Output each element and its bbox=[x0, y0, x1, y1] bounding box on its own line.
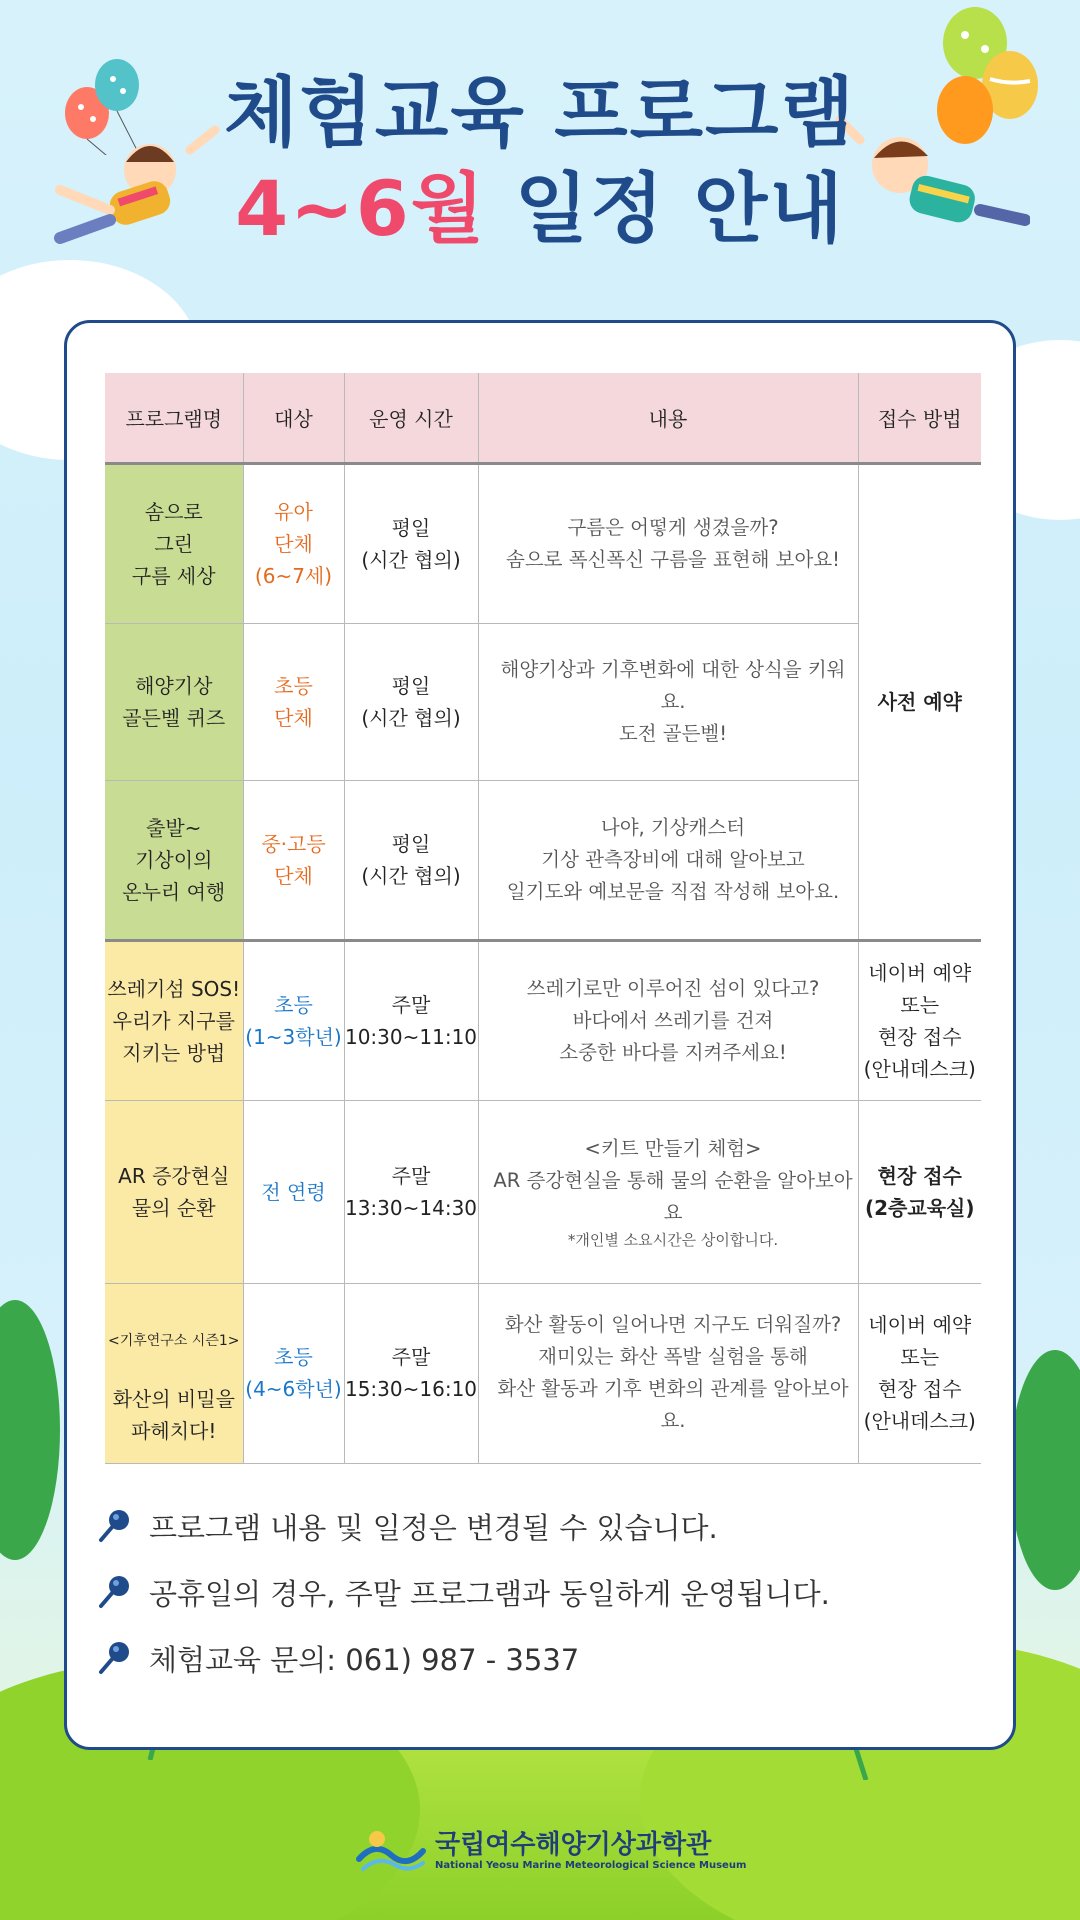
table-row bbox=[105, 1283, 981, 1463]
tree-decoration bbox=[0, 1300, 60, 1560]
program-time: 주말 10:30~11:10 bbox=[344, 940, 478, 1100]
notice-text: 공휴일의 경우, 주말 프로그램과 동일하게 운영됩니다. bbox=[149, 1576, 830, 1611]
program-name: 화산의 비밀을 파헤치다! bbox=[112, 1387, 235, 1443]
program-content: <키트 만들기 체험> AR 증강현실을 통해 물의 순환을 알아보아요 bbox=[493, 1136, 853, 1224]
table-header-row bbox=[105, 373, 981, 463]
notice-text: 프로그램 내용 및 일정은 변경될 수 있습니다. bbox=[149, 1510, 718, 1545]
program-target: 중·고등 단체 bbox=[243, 780, 344, 940]
table-row bbox=[105, 780, 981, 940]
program-time: 평일 (시간 협의) bbox=[344, 780, 478, 940]
notice-item bbox=[95, 1559, 830, 1625]
registration-method: 네이버 예약 또는 현장 접수 (안내데스크) bbox=[858, 940, 981, 1100]
column-header: 대상 bbox=[243, 373, 344, 463]
program-name: AR 증강현실 물의 순환 bbox=[105, 1100, 243, 1283]
program-content-cell bbox=[478, 1100, 858, 1283]
table-row bbox=[105, 463, 981, 623]
schedule-table bbox=[105, 373, 981, 1464]
program-content: 나야, 기상캐스터 기상 관측장비에 대해 알아보고 일기도와 예보문을 직접 작성해 보아요. bbox=[478, 780, 858, 940]
page-subtitle bbox=[0, 148, 1080, 257]
column-header: 내용 bbox=[478, 373, 858, 463]
program-target: 초등 단체 bbox=[243, 623, 344, 780]
column-header: 프로그램명 bbox=[105, 373, 243, 463]
notice-list bbox=[95, 1493, 830, 1691]
program-name-cell bbox=[105, 1283, 243, 1463]
program-target: 유아 단체 (6~7세) bbox=[243, 463, 344, 623]
program-content: 화산 활동이 일어나면 지구도 더워질까? 재미있는 화산 폭발 실험을 통해 화산 활동과 기후 변화의 관계를 알아보아요. bbox=[478, 1283, 858, 1463]
program-name: 쓰레기섬 SOS! 우리가 지구를 지키는 방법 bbox=[105, 940, 243, 1100]
museum-logo bbox=[355, 1825, 746, 1875]
program-target: 전 연령 bbox=[243, 1100, 344, 1283]
schedule-card bbox=[64, 320, 1016, 1750]
pushpin-icon bbox=[95, 1506, 135, 1546]
notice-item bbox=[95, 1625, 830, 1691]
pushpin-icon bbox=[95, 1572, 135, 1612]
program-name: 솜으로 그린 구름 세상 bbox=[105, 463, 243, 623]
program-content: 해양기상과 기후변화에 대한 상식을 키워요. 도전 골든벨! bbox=[478, 623, 858, 780]
program-time: 평일 (시간 협의) bbox=[344, 463, 478, 623]
registration-method: 현장 접수 (2층교육실) bbox=[858, 1100, 981, 1283]
org-name: 국립여수해양기상과학관 bbox=[435, 1829, 712, 1860]
table-row bbox=[105, 940, 981, 1100]
content-footnote: *개인별 소요시간은 상이합니다. bbox=[567, 1230, 779, 1249]
registration-method: 네이버 예약 또는 현장 접수 (안내데스크) bbox=[858, 1283, 981, 1463]
subtitle-text: 일정 안내 bbox=[514, 164, 845, 253]
program-name: 해양기상 골든벨 퀴즈 bbox=[105, 623, 243, 780]
program-content: 쓰레기로만 이루어진 섬이 있다고? 바다에서 쓰레기를 건져 소중한 바다를 지켜주세요! bbox=[478, 940, 858, 1100]
museum-logo-icon bbox=[355, 1825, 427, 1875]
column-header: 운영 시간 bbox=[344, 373, 478, 463]
program-content: 구름은 어떻게 생겼을까? 솜으로 폭신폭신 구름을 표현해 보아요! bbox=[478, 463, 858, 623]
period-label: 4~6월 bbox=[235, 164, 487, 253]
column-header: 접수 방법 bbox=[858, 373, 981, 463]
program-name: 출발~ 기상이의 온누리 여행 bbox=[105, 780, 243, 940]
program-time: 평일 (시간 협의) bbox=[344, 623, 478, 780]
contact-text: 체험교육 문의: 061) 987 - 3537 bbox=[149, 1642, 580, 1677]
program-time: 주말 13:30~14:30 bbox=[344, 1100, 478, 1283]
page-title: 체험교육 프로그램 bbox=[224, 68, 856, 157]
notice-item bbox=[95, 1493, 830, 1559]
program-time: 주말 15:30~16:10 bbox=[344, 1283, 478, 1463]
pushpin-icon bbox=[95, 1638, 135, 1678]
tree-decoration bbox=[1010, 1350, 1080, 1590]
program-target: 초등 (4~6학년) bbox=[243, 1283, 344, 1463]
org-name-english: National Yeosu Marine Meteorological Science Museum bbox=[435, 1859, 747, 1871]
program-target: 초등 (1~3학년) bbox=[243, 940, 344, 1100]
registration-method: 사전 예약 bbox=[858, 463, 981, 940]
program-series-label: <기후연구소 시즌1> bbox=[108, 1333, 240, 1349]
table-row bbox=[105, 1100, 981, 1283]
table-row bbox=[105, 623, 981, 780]
